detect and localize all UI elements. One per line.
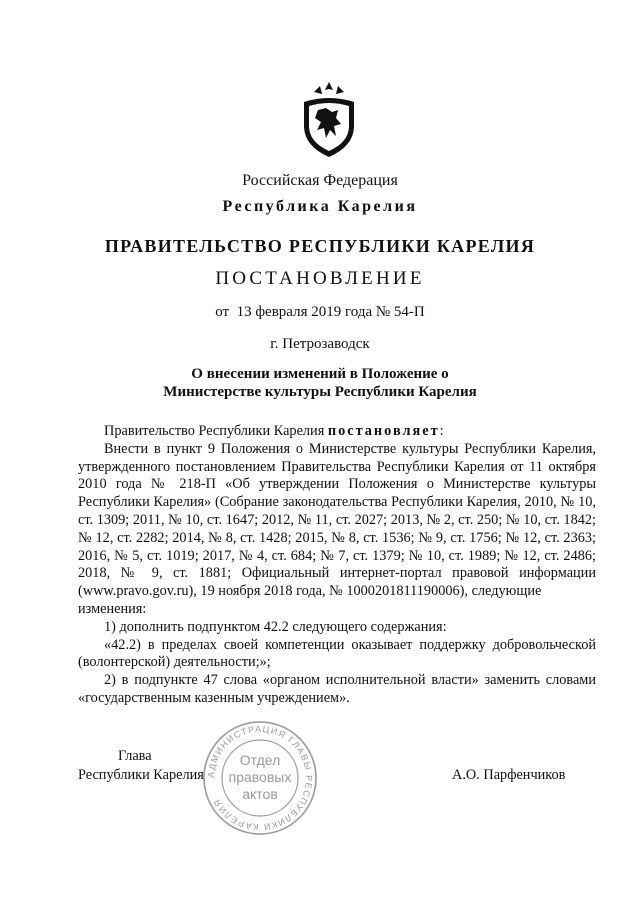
intro-prefix: Правительство Республики Карелия [104, 423, 328, 439]
main-paragraph-tail: изменения: [78, 600, 147, 617]
document-body [78, 423, 596, 708]
government-name: ПРАВИТЕЛЬСТВО РЕСПУБЛИКИ КАРЕЛИЯ [104, 236, 536, 256]
stamp-line-2: правовых [228, 769, 292, 785]
signatory-name: А.О. Парфенчиков [452, 767, 566, 783]
intro-suffix: : [439, 423, 444, 439]
country-name: Российская Федерация [242, 172, 398, 189]
item-1-quote: «42.2) в пределах своей компетенции оказывает поддержку добровольческой (волонтерской) деятельности;»; [78, 636, 596, 671]
document-subject: О внесении изменений в Положение о Министерстве культуры Республики Карелия [163, 366, 477, 400]
date-line: от 13 февраля 2019 года № 54-П [215, 304, 425, 320]
intro-paragraph [78, 423, 596, 441]
stamp-ring-text: АДМИНИСТРАЦИЯ ГЛАВЫ РЕСПУБЛИКИ КАРЕЛИЯ [205, 723, 315, 833]
item-1: 1) дополнить подпунктом 42.2 следующего содержания: [104, 618, 447, 635]
signature-region: Республики Карелия [78, 767, 204, 783]
stamp-line-1: Отдел [239, 752, 281, 768]
item-2: 2) в подпункте 47 слова «органом исполнительной власти» заменить словами «государственным казенным учреждением». [78, 672, 596, 706]
republic-name: Республика Карелия [222, 198, 418, 215]
document-type: ПОСТАНОВЛЕНИЕ [215, 268, 425, 289]
stamp-line-3: актов [242, 786, 278, 802]
main-paragraph: Внести в пункт 9 Положения о Министерстве культуры Республики Карелия, утвержденного постановлением Правительства Республики Карелия от 11 октября 2010 года № 218-П «Об утверждении Положения о Министерстве культуры Республики Карелия» (Собрание законодательства Республики Карелия, 2010, № 10, ст. 1309; 2011, № 10, ст. 1647; 2012, № 11, ст. 2027; 2013, № 2, ст. 250; № 10, ст. 1842; № 12, ст. 2282; 2014, № 8, ст. 1428; 2015, № 8, ст. 1536; № 9, ст. 1756; № 12, ст. 2363; 2016, № 5, ст. 1019; 2017, № 4, ст. 684; № 7, ст. 1379; № 10, ст. 1989; № 12, ст. 2486; 2018, № 9, ст. 1881; Официальный интернет-портал правовой информации (www.pravo.gov.ru), 19 ноября 2018 года, № 1000201811190006), следующие [78, 440, 596, 600]
intro-decree-word: постановляет [327, 423, 440, 439]
signature-title: Глава [118, 748, 152, 764]
coat-of-arms-emblem [296, 80, 362, 160]
legal-department-stamp [200, 718, 320, 838]
city-name: г. Петрозаводск [270, 336, 370, 352]
